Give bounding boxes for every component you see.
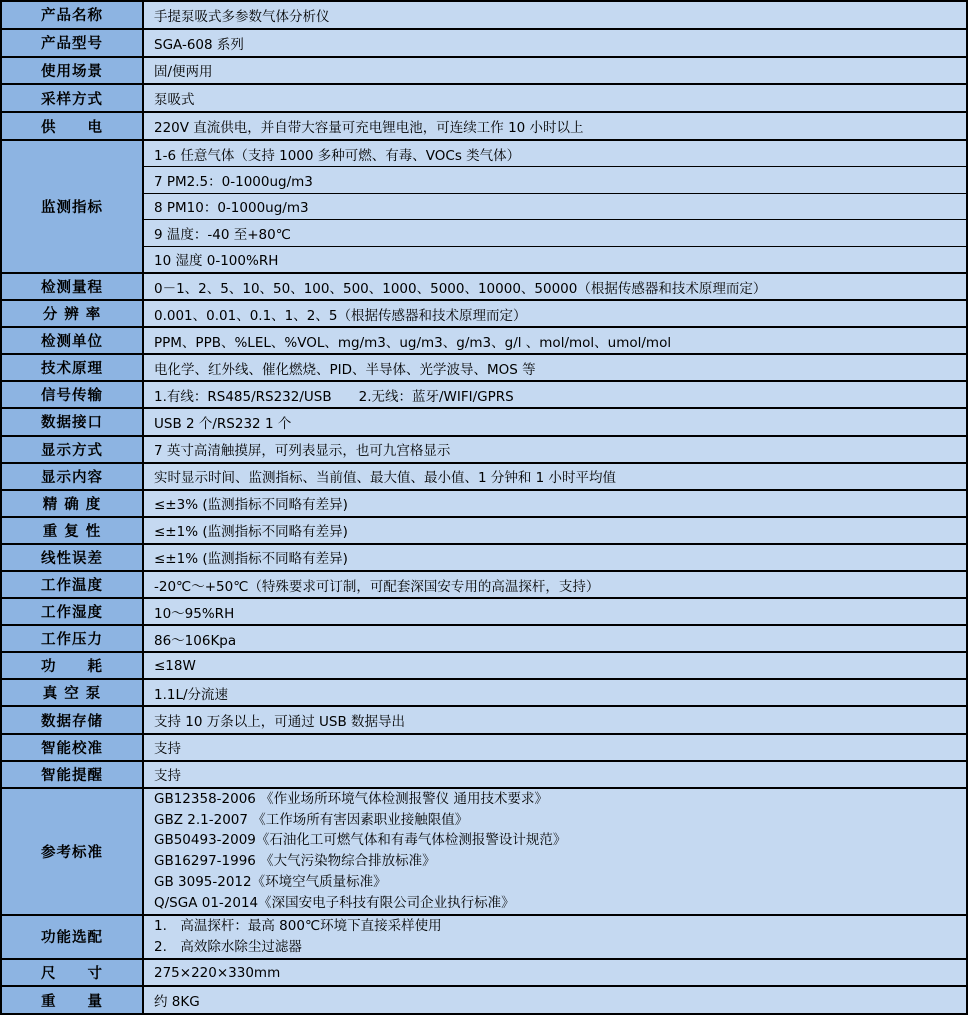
row-usage-scene [1,57,967,85]
monitoring-item: 10 湿度 0-100%RH [143,246,967,273]
row-data-storage [1,706,967,733]
row-value: ≤±1% (监测指标不同略有差异) [143,517,967,544]
row-value: 约 8KG [143,986,967,1014]
row-dimensions [1,959,967,987]
standards-cell [143,788,967,915]
row-label: 产品名称 [1,1,143,29]
row-label: 信号传输 [1,381,143,408]
row-label: 技术原理 [1,354,143,381]
row-label: 工作温度 [1,571,143,598]
row-label: 分 辨 率 [1,300,143,327]
row-label: 监测指标 [1,140,143,273]
row-value: 10～95%RH [143,598,967,625]
row-value: 0.001、0.01、0.1、1、2、5（根据传感器和技术原理而定） [143,300,967,327]
row-data-interface [1,408,967,435]
row-value: 0－1、2、5、10、50、100、500、1000、5000、10000、50000（根据传感器和技术原理而定） [143,273,967,300]
row-reference-standards [1,788,967,915]
row-monitoring-sub [1,246,967,273]
row-label: 参考标准 [1,788,143,915]
row-power-supply [1,112,967,140]
row-value: 7 英寸高清触摸屏，可列表显示，也可九宫格显示 [143,436,967,463]
row-label: 真 空 泵 [1,679,143,706]
options-cell [143,915,967,959]
row-value: 电化学、红外线、催化燃烧、PID、半导体、光学波导、MOS 等 [143,354,967,381]
row-label: 重 量 [1,986,143,1014]
row-value: USB 2 个/RS232 1 个 [143,408,967,435]
row-monitoring-sub [1,167,967,194]
row-label: 产品型号 [1,29,143,57]
row-sampling-method [1,84,967,112]
row-value: 支持 [143,761,967,788]
row-label: 线性误差 [1,544,143,571]
row-monitoring-indicators [1,140,967,167]
row-detection-unit [1,327,967,354]
row-repeatability [1,517,967,544]
row-label: 供 电 [1,112,143,140]
row-label: 重 复 性 [1,517,143,544]
row-label: 智能提醒 [1,761,143,788]
row-label: 工作湿度 [1,598,143,625]
row-value: 275×220×330mm [143,959,967,987]
row-optional-features [1,915,967,959]
row-label: 检测单位 [1,327,143,354]
row-signal-transmission [1,381,967,408]
row-value: 泵吸式 [143,84,967,112]
row-value: 实时显示时间、监测指标、当前值、最大值、最小值、1 分钟和 1 小时平均值 [143,463,967,490]
row-product-name [1,1,967,29]
standard-item: GB16297-1996 《大气污染物综合排放标准》 [154,853,436,870]
row-vacuum-pump [1,679,967,706]
monitoring-item: 7 PM2.5：0-1000ug/m3 [143,167,967,194]
row-label: 功能选配 [1,915,143,959]
standard-item: Q/SGA 01-2014《深国安电子科技有限公司企业执行标准》 [154,894,515,911]
standard-item: GBZ 2.1-2007 《工作场所有害因素职业接触限值》 [154,811,469,828]
row-value: 1.1L/分流速 [143,679,967,706]
row-value: PPM、PPB、%LEL、%VOL、mg/m3、ug/m3、g/m3、g/l 、mol/mol、umol/mol [143,327,967,354]
row-working-pressure [1,625,967,652]
row-smart-reminder [1,761,967,788]
row-working-humidity [1,598,967,625]
row-label: 采样方式 [1,84,143,112]
row-technical-principle [1,354,967,381]
row-working-temperature [1,571,967,598]
row-label: 显示方式 [1,436,143,463]
option-item: 2. 高效除水除尘过滤器 [154,938,302,955]
row-value: 支持 [143,734,967,761]
row-detection-range [1,273,967,300]
standard-item: GB12358-2006 《作业场所环境气体检测报警仪 通用技术要求》 [154,790,548,807]
row-value: ≤±1% (监测指标不同略有差异) [143,544,967,571]
row-label: 数据存储 [1,706,143,733]
row-product-model [1,29,967,57]
monitoring-item: 8 PM10：0-1000ug/m3 [143,193,967,220]
row-value: SGA-608 系列 [143,29,967,57]
standard-item: GB 3095-2012《环境空气质量标准》 [154,873,387,890]
standard-item: GB50493-2009《石油化工可燃气体和有毒气体检测报警设计规范》 [154,832,567,849]
row-label: 工作压力 [1,625,143,652]
row-monitoring-sub [1,193,967,220]
row-monitoring-sub [1,220,967,247]
row-label: 显示内容 [1,463,143,490]
row-value: 86～106Kpa [143,625,967,652]
row-value: 220V 直流供电，并自带大容量可充电锂电池，可连续工作 10 小时以上 [143,112,967,140]
row-value: 1.有线：RS485/RS232/USB 2.无线：蓝牙/WIFI/GPRS [143,381,967,408]
row-linearity-error [1,544,967,571]
row-label: 使用场景 [1,57,143,85]
row-smart-calibration [1,734,967,761]
row-label: 数据接口 [1,408,143,435]
row-label: 智能校准 [1,734,143,761]
row-label: 功 耗 [1,652,143,679]
row-power-consumption [1,652,967,679]
row-resolution [1,300,967,327]
row-value: 支持 10 万条以上，可通过 USB 数据导出 [143,706,967,733]
row-value: ≤±3% (监测指标不同略有差异) [143,490,967,517]
row-value: 手提泵吸式多参数气体分析仪 [143,1,967,29]
row-value: -20℃～+50℃（特殊要求可订制，可配套深国安专用的高温探杆，支持） [143,571,967,598]
row-label: 尺 寸 [1,959,143,987]
monitoring-item: 9 温度：-40 至+80℃ [143,220,967,247]
row-display-mode [1,436,967,463]
row-label: 检测量程 [1,273,143,300]
row-value: 固/便两用 [143,57,967,85]
row-label: 精 确 度 [1,490,143,517]
row-value: ≤18W [143,652,967,679]
row-display-content [1,463,967,490]
row-accuracy [1,490,967,517]
monitoring-item: 1-6 任意气体（支持 1000 多种可燃、有毒、VOCs 类气体） [143,140,967,167]
option-item: 1. 高温探杆：最高 800℃环境下直接采样使用 [154,917,442,934]
